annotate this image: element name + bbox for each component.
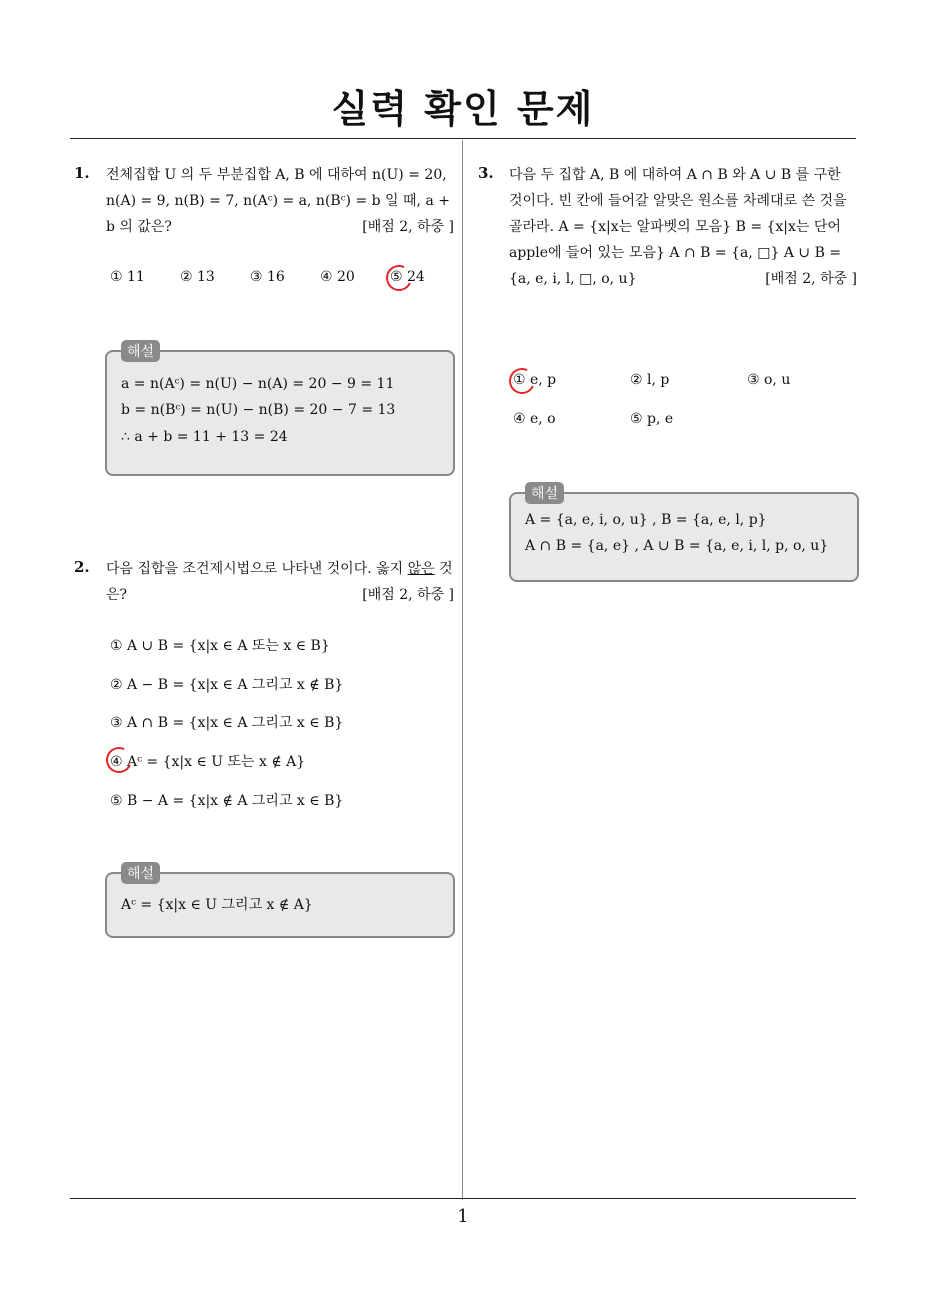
column-divider	[462, 140, 463, 1200]
solution-line: b = n(Bᶜ) = n(U) − n(B) = 20 − 7 = 13	[121, 402, 396, 418]
solution-line: Aᶜ = {x|x ∈ U 그리고 x ∉ A}	[121, 897, 313, 913]
solution-line: ∴ a + b = 11 + 13 = 24	[121, 429, 288, 445]
question-3-points: [배점 2, 하중 ]	[765, 271, 857, 287]
answer-mark-circle	[102, 743, 135, 776]
q3-solution-box	[509, 486, 859, 582]
solution-line: A = {a, e, i, o, u} , B = {a, e, l, p}	[525, 512, 767, 528]
q3-option-3[interactable]: ③ o, u	[747, 372, 791, 388]
solution-tag: 해설	[525, 482, 564, 504]
q1-option-5[interactable]: ⑤ 24	[390, 269, 425, 285]
q2-option-2[interactable]: ② A − B = {x|x ∈ A 그리고 x ∉ B}	[110, 677, 344, 693]
bottom-rule	[70, 1198, 856, 1199]
question-2-number: 2.	[74, 558, 90, 576]
question-1-line: 20, n(A) = 9, n(B) = 7, n(Aᶜ) = a, n(Bᶜ) = b 일	[106, 167, 447, 209]
q3-option-1[interactable]: ① e, p	[513, 372, 557, 388]
question-1-number: 1.	[74, 164, 90, 182]
question-3-number: 3.	[478, 164, 494, 182]
q3-option-4[interactable]: ④ e, o	[513, 411, 556, 427]
top-rule	[70, 138, 856, 139]
solution-line: A ∩ B = {a, e} , A ∪ B = {a, e, i, l, p, o, u}	[525, 538, 829, 554]
answer-mark-circle	[382, 261, 415, 294]
q2-solution-box	[105, 866, 455, 938]
q3-option-5[interactable]: ⑤ p, e	[630, 411, 674, 427]
question-3-set: A = {x|x는 알파벳의 모음}	[558, 219, 732, 235]
question-2-line: 것은?	[106, 561, 453, 603]
question-3-set: A ∪ B = {a, e, i, l, □, o, u}	[509, 245, 842, 287]
q1-option-2[interactable]: ② 13	[180, 269, 215, 285]
solution-tag: 해설	[121, 340, 160, 362]
question-2-text	[106, 556, 454, 608]
q2-option-5[interactable]: ⑤ B − A = {x|x ∉ A 그리고 x ∈ B}	[110, 793, 344, 809]
question-3-line: 다음 두 집합 A, B 에 대하여 A ∩ B 와 A ∪ B 를	[509, 167, 810, 183]
q2-option-1[interactable]: ① A ∪ B = {x|x ∈ A 또는 x ∈ B}	[110, 638, 330, 654]
q2-option-4[interactable]: ④ Aᶜ = {x|x ∈ U 또는 x ∉ A}	[110, 754, 306, 770]
q1-option-3[interactable]: ③ 16	[250, 269, 285, 285]
question-2-points: [배점 2, 하중 ]	[362, 587, 454, 603]
question-1-line: 때, a + b 의 값은?	[106, 193, 450, 235]
question-1-text	[106, 162, 454, 240]
page-title: 실력 확인 문제	[331, 87, 595, 131]
q2-option-3[interactable]: ③ A ∩ B = {x|x ∈ A 그리고 x ∈ B}	[110, 715, 344, 731]
q1-option-4[interactable]: ④ 20	[320, 269, 355, 285]
page-number: 1	[457, 1206, 469, 1227]
question-2-line: 다음 집합을 조건제시법으로 나타낸 것이다. 옳지	[106, 561, 408, 577]
answer-mark-circle	[505, 364, 538, 397]
question-2-emphasis: 않은	[407, 561, 435, 577]
question-3-line: 쓴 것을 골라라.	[509, 193, 847, 235]
q1-solution-box	[105, 344, 455, 476]
solution-line: a = n(Aᶜ) = n(U) − n(A) = 20 − 9 = 11	[121, 376, 395, 392]
question-3-text	[509, 162, 857, 292]
question-1-line: 전체집합 U 의 두 부분집합 A, B 에 대하여 n(U) =	[106, 167, 420, 183]
question-3-set: B = {x|x는 단어 apple에 들어 있는 모음}	[509, 219, 841, 261]
q1-option-1[interactable]: ① 11	[110, 269, 145, 285]
question-3-set: A ∩ B = {a, □}	[669, 245, 780, 261]
question-1-points: [배점 2, 하중 ]	[362, 219, 454, 235]
solution-tag: 해설	[121, 862, 160, 884]
q3-option-2[interactable]: ② l, p	[630, 372, 670, 388]
question-3-line: 구한 것이다. 빈 칸에 들어갈 알맞은 원소를 차례대로	[509, 167, 841, 209]
